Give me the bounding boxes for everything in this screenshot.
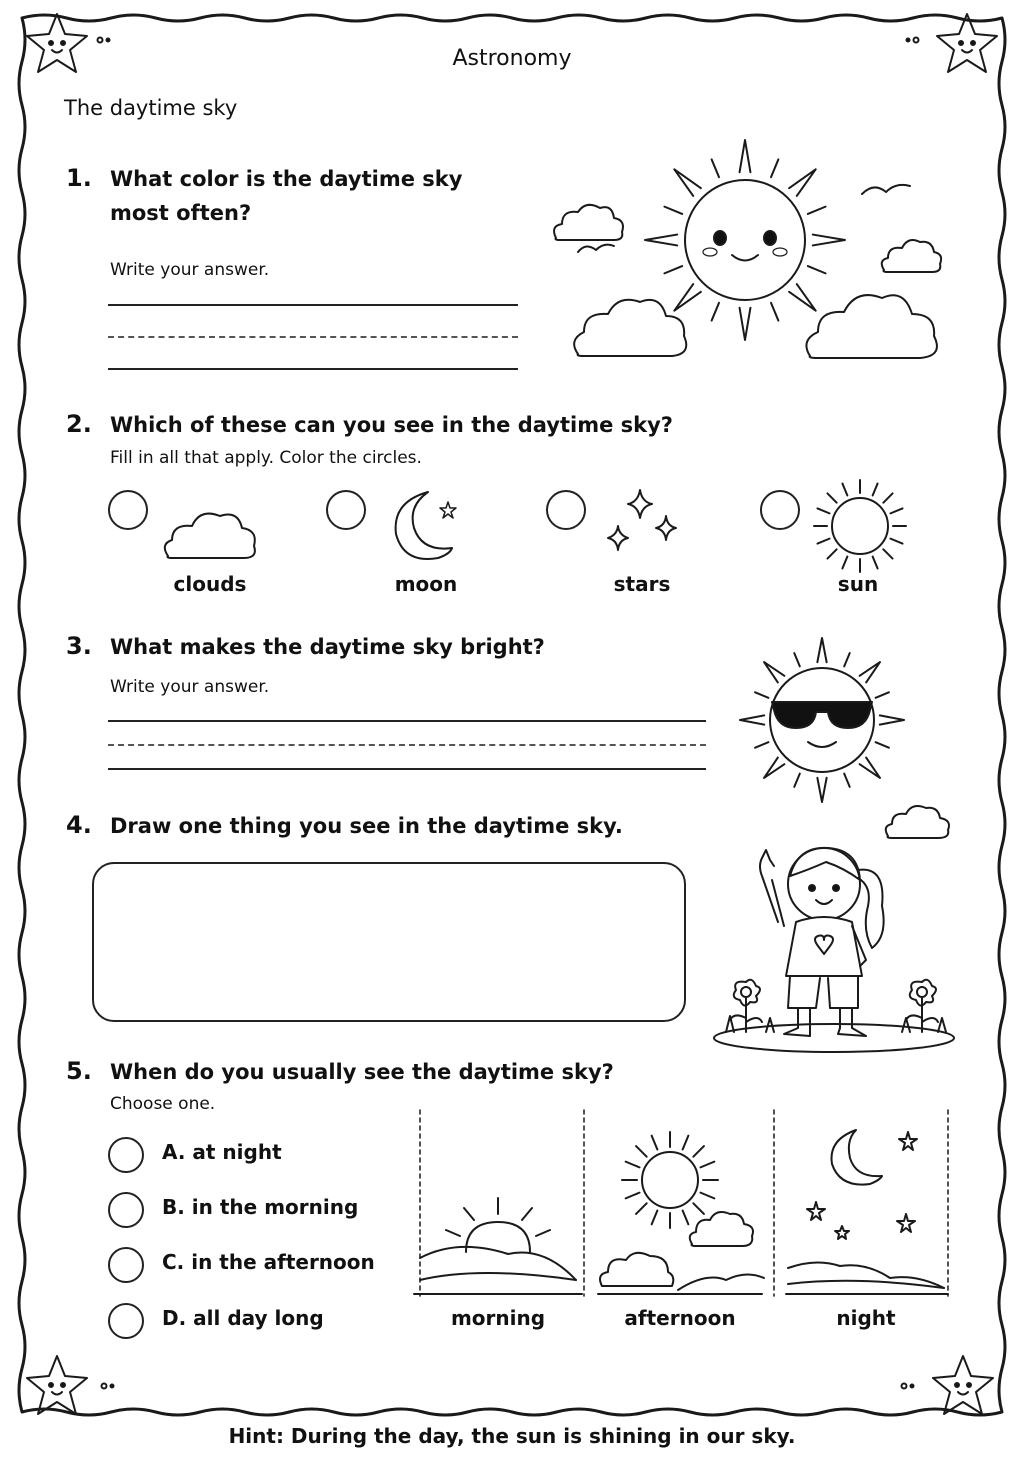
drawing-box[interactable] [92, 862, 686, 1022]
question-1-number: 1. [66, 164, 92, 192]
girl-pointing-icon [712, 836, 956, 1056]
sun-ray [818, 539, 830, 544]
sun-ray [827, 493, 836, 502]
sun-ray [808, 207, 826, 214]
question-2-instruction: Fill in all that apply. Color the circles. [110, 448, 422, 468]
question-5-text: When do you usually see the daytime sky? [110, 1060, 614, 1084]
hills-icon [786, 1254, 946, 1292]
choice-d-label: D. all day long [162, 1306, 324, 1330]
answer-line-mid [108, 744, 706, 746]
sun-ray [664, 266, 682, 273]
moon-icon [388, 488, 464, 566]
cloud-icon [878, 234, 944, 276]
sun-ray [652, 1210, 658, 1224]
cloud-icon [686, 1206, 756, 1250]
sun-ray [842, 556, 847, 568]
question-3-text: What makes the daytime sky bright? [110, 635, 545, 659]
sparkle-icon [600, 486, 688, 556]
question-2-number: 2. [66, 410, 92, 438]
sun-ray [844, 774, 850, 787]
question-4-number: 4. [66, 811, 92, 839]
question-4-text: Draw one thing you see in the daytime sky. [110, 814, 623, 838]
sun-ray [636, 1203, 647, 1214]
sunglasses-sun-icon [736, 634, 908, 804]
sun-ray [740, 715, 764, 724]
sun-ray [827, 549, 836, 558]
radio-choice-b[interactable] [108, 1192, 144, 1228]
option-label-stars: stars [613, 572, 671, 596]
radio-choice-d[interactable] [108, 1303, 144, 1339]
page-subtitle: The daytime sky [64, 96, 238, 120]
answer-line-bottom[interactable] [108, 768, 706, 770]
checkbox-sun[interactable] [760, 490, 800, 530]
sun-ray [664, 207, 682, 214]
sun-ray [712, 159, 719, 177]
question-1-instruction: Write your answer. [110, 260, 270, 280]
sun-ray [818, 508, 830, 513]
sun-ray [771, 303, 778, 321]
sun-ray [771, 159, 778, 177]
sun-ray [817, 778, 826, 802]
sun-ray [700, 1193, 714, 1199]
sun-ray [636, 1146, 647, 1157]
sunrise-icon [418, 1196, 578, 1292]
radio-choice-c[interactable] [108, 1247, 144, 1283]
cloud-icon [160, 504, 260, 562]
cloud-icon [548, 196, 628, 246]
sparkle-icon [798, 1130, 928, 1240]
cloud-icon [800, 280, 944, 364]
sun-ray [789, 169, 816, 196]
sun-ray [626, 1162, 640, 1168]
panel-label-morning: morning [450, 1306, 546, 1330]
sun-ray [817, 638, 826, 662]
sun-ray [764, 662, 784, 682]
answer-line-bottom[interactable] [108, 368, 518, 370]
panel-label-afternoon: afternoon [624, 1306, 736, 1330]
choice-a-label: A. at night [162, 1140, 282, 1164]
star-corner-icon [928, 1352, 998, 1422]
sun-ray [755, 692, 768, 698]
panel-label-night: night [836, 1306, 896, 1330]
question-1-text-line2: most often? [110, 201, 252, 225]
sun-ray [626, 1193, 640, 1199]
sun-ray [890, 539, 902, 544]
sun-ray [890, 508, 902, 513]
checkbox-moon[interactable] [326, 490, 366, 530]
dots-decoration [100, 1380, 120, 1392]
answer-line-top[interactable] [108, 304, 518, 306]
answer-line-top[interactable] [108, 720, 706, 722]
sun-ray [880, 715, 904, 724]
dots-decoration [904, 34, 924, 46]
sun-ray [873, 484, 878, 496]
sun-ray [842, 484, 847, 496]
sun-ray [883, 549, 892, 558]
option-label-sun: sun [837, 572, 879, 596]
question-1-text-line1: What color is the daytime sky [110, 167, 463, 191]
sun-ray [883, 493, 892, 502]
bird-icon [576, 240, 616, 256]
sun-ray [700, 1162, 714, 1168]
sun-ray [808, 266, 826, 273]
choice-c-label: C. in the afternoon [162, 1250, 375, 1274]
sun-ray [794, 774, 800, 787]
sun-ray [740, 140, 751, 172]
option-label-clouds: clouds [173, 572, 247, 596]
sun-icon [812, 480, 908, 576]
sun-ray [645, 235, 677, 246]
choice-b-label: B. in the morning [162, 1195, 359, 1219]
sun-ray [860, 662, 880, 682]
question-3-instruction: Write your answer. [110, 677, 270, 697]
checkbox-clouds[interactable] [108, 490, 148, 530]
sun-ray [740, 308, 751, 340]
page-title: Astronomy [452, 46, 572, 71]
sun-ray [712, 303, 719, 321]
sun-ray [755, 742, 768, 748]
sun-ray [764, 758, 784, 778]
sun-ray [860, 758, 880, 778]
radio-choice-a[interactable] [108, 1137, 144, 1173]
sun-ray [674, 169, 701, 196]
sun-ray [813, 235, 845, 246]
sun-ray [876, 742, 889, 748]
sun-ray [794, 653, 800, 666]
cloud-icon [568, 288, 692, 362]
answer-line-mid [108, 336, 518, 338]
star-corner-icon [22, 1352, 92, 1422]
sun-ray [652, 1136, 658, 1150]
dots-decoration [900, 1380, 920, 1392]
question-5-number: 5. [66, 1057, 92, 1085]
sun-ray [844, 653, 850, 666]
option-label-moon: moon [394, 572, 458, 596]
sun-ray [693, 1146, 704, 1157]
bird-icon [860, 180, 912, 200]
hint-text: Hint: During the day, the sun is shining in our sky. [228, 1424, 796, 1448]
cloud-icon [596, 1246, 676, 1292]
question-2-text: Which of these can you see in the daytime sky? [110, 413, 673, 437]
question-3-number: 3. [66, 632, 92, 660]
sun-ray [683, 1136, 689, 1150]
sun-ray [876, 692, 889, 698]
sun-ray [873, 556, 878, 568]
hills-icon [676, 1268, 766, 1292]
checkbox-stars[interactable] [546, 490, 586, 530]
dots-decoration [96, 34, 116, 46]
question-5-instruction: Choose one. [110, 1094, 216, 1114]
